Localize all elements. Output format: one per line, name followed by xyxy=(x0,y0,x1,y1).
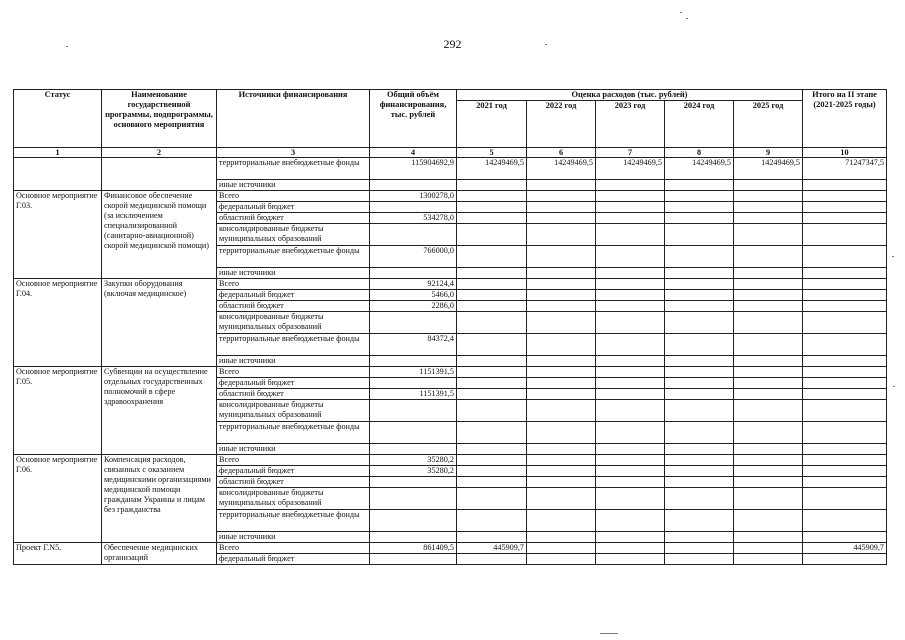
source-cell: Всего xyxy=(217,279,370,290)
header-name: Наименование государственной программы, подпрограммы, основного мероприятия xyxy=(102,90,217,148)
stage-total-cell: 71247347,5 xyxy=(803,158,887,180)
total-cell: 84372,4 xyxy=(370,334,457,356)
total-cell: 534278,0 xyxy=(370,213,457,224)
source-cell: иные источники xyxy=(217,268,370,279)
total-cell: 115904692,9 xyxy=(370,158,457,180)
header-status: Статус xyxy=(14,90,102,148)
source-cell: территориальные внебюджетные фонды xyxy=(217,334,370,356)
col-number: 5 xyxy=(457,148,527,158)
col-number: 4 xyxy=(370,148,457,158)
total-cell: 35280,2 xyxy=(370,466,457,477)
source-cell: федеральный бюджет xyxy=(217,378,370,389)
table-row xyxy=(14,543,887,554)
name-cell xyxy=(102,158,217,191)
status-cell: Основное мероприятие Г.04. xyxy=(14,279,102,367)
source-cell: иные источники xyxy=(217,532,370,543)
source-cell: федеральный бюджет xyxy=(217,202,370,213)
year-2021-cell: 445909,7 xyxy=(457,543,527,554)
source-cell: федеральный бюджет xyxy=(217,466,370,477)
header-total: Общий объём финансирования, тыс. рублей xyxy=(370,90,457,148)
year-2021-cell: 14249469,5 xyxy=(457,158,527,180)
source-cell: областной бюджет xyxy=(217,213,370,224)
col-number: 2 xyxy=(102,148,217,158)
name-cell: Закупки оборудования (включая медицинское) xyxy=(102,279,217,367)
source-cell: федеральный бюджет xyxy=(217,554,370,565)
header-year-2021: 2021 год xyxy=(457,101,527,148)
financing-table xyxy=(13,89,887,565)
table-row xyxy=(14,158,887,180)
year-2024-cell: 14249469,5 xyxy=(665,158,734,180)
total-cell: 1300278,0 xyxy=(370,191,457,202)
col-number: 3 xyxy=(217,148,370,158)
column-number-row xyxy=(14,148,887,158)
col-number: 1 xyxy=(14,148,102,158)
col-number: 6 xyxy=(527,148,596,158)
name-cell: Финансовое обеспечение скорой медицинской помощи (за исключением специализированной (санитарно-авиационной) скорой медицинской помощи) xyxy=(102,191,217,279)
status-cell: Основное мероприятие Г.06. xyxy=(14,455,102,543)
col-number: 7 xyxy=(596,148,665,158)
col-number: 9 xyxy=(734,148,803,158)
source-cell: консолидированные бюджеты муниципальных образований xyxy=(217,224,370,246)
source-cell: иные источники xyxy=(217,444,370,455)
col-number: 8 xyxy=(665,148,734,158)
total-cell: 92124,4 xyxy=(370,279,457,290)
header-year-2023: 2023 год xyxy=(596,101,665,148)
header-estimate: Оценка расходов (тыс. рублей) xyxy=(457,90,803,101)
source-cell: областной бюджет xyxy=(217,389,370,400)
status-cell xyxy=(14,158,102,191)
source-cell: областной бюджет xyxy=(217,301,370,312)
source-cell: территориальные внебюджетные фонды xyxy=(217,158,370,180)
status-cell: Основное мероприятие Г.03. xyxy=(14,191,102,279)
source-cell: территориальные внебюджетные фонды xyxy=(217,246,370,268)
total-cell: 861409,5 xyxy=(370,543,457,554)
stage-total-cell: 445909,7 xyxy=(803,543,887,554)
source-cell: Всего xyxy=(217,191,370,202)
source-cell: Всего xyxy=(217,543,370,554)
header-source: Источники финансирования xyxy=(217,90,370,148)
source-cell: областной бюджет xyxy=(217,477,370,488)
table-row xyxy=(14,191,887,202)
year-2023-cell: 14249469,5 xyxy=(596,158,665,180)
col-number: 10 xyxy=(803,148,887,158)
source-cell: иные источники xyxy=(217,356,370,367)
total-cell: 1151391,5 xyxy=(370,389,457,400)
table-row xyxy=(14,279,887,290)
total-cell: 766000,0 xyxy=(370,246,457,268)
header-stage-total: Итого на II этапе (2021-2025 годы) xyxy=(803,90,887,148)
total-cell: 1151391,5 xyxy=(370,367,457,378)
source-cell: территориальные внебюджетные фонды xyxy=(217,422,370,444)
source-cell: консолидированные бюджеты муниципальных образований xyxy=(217,488,370,510)
year-2025-cell: 14249469,5 xyxy=(734,158,803,180)
total-cell: 2286,0 xyxy=(370,301,457,312)
total-cell: 35280,2 xyxy=(370,455,457,466)
source-cell: Всего xyxy=(217,367,370,378)
table-row xyxy=(14,455,887,466)
source-cell: консолидированные бюджеты муниципальных образований xyxy=(217,400,370,422)
total-cell: 5466,0 xyxy=(370,290,457,301)
header-year-2024: 2024 год xyxy=(665,101,734,148)
source-cell: иные источники xyxy=(217,180,370,191)
header-row xyxy=(14,90,887,101)
name-cell: Обеспечение медицинских организаций xyxy=(102,543,217,565)
source-cell: консолидированные бюджеты муниципальных образований xyxy=(217,312,370,334)
page-number: 292 xyxy=(443,37,462,51)
source-cell: территориальные внебюджетные фонды xyxy=(217,510,370,532)
header-year-2025: 2025 год xyxy=(734,101,803,148)
name-cell: Компенсация расходов, связанных с оказанием медицинскими организациями медицинской помощи гражданам Украины и лицам без гражданства xyxy=(102,455,217,543)
year-2022-cell: 14249469,5 xyxy=(527,158,596,180)
name-cell: Субвенции на осуществление отдельных государственных полномочий в сфере здравоохранения xyxy=(102,367,217,455)
source-cell: федеральный бюджет xyxy=(217,290,370,301)
header-year-2022: 2022 год xyxy=(527,101,596,148)
source-cell: Всего xyxy=(217,455,370,466)
table-row xyxy=(14,367,887,378)
status-cell: Основное мероприятие Г.05. xyxy=(14,367,102,455)
status-cell: Проект Г.N5. xyxy=(14,543,102,565)
